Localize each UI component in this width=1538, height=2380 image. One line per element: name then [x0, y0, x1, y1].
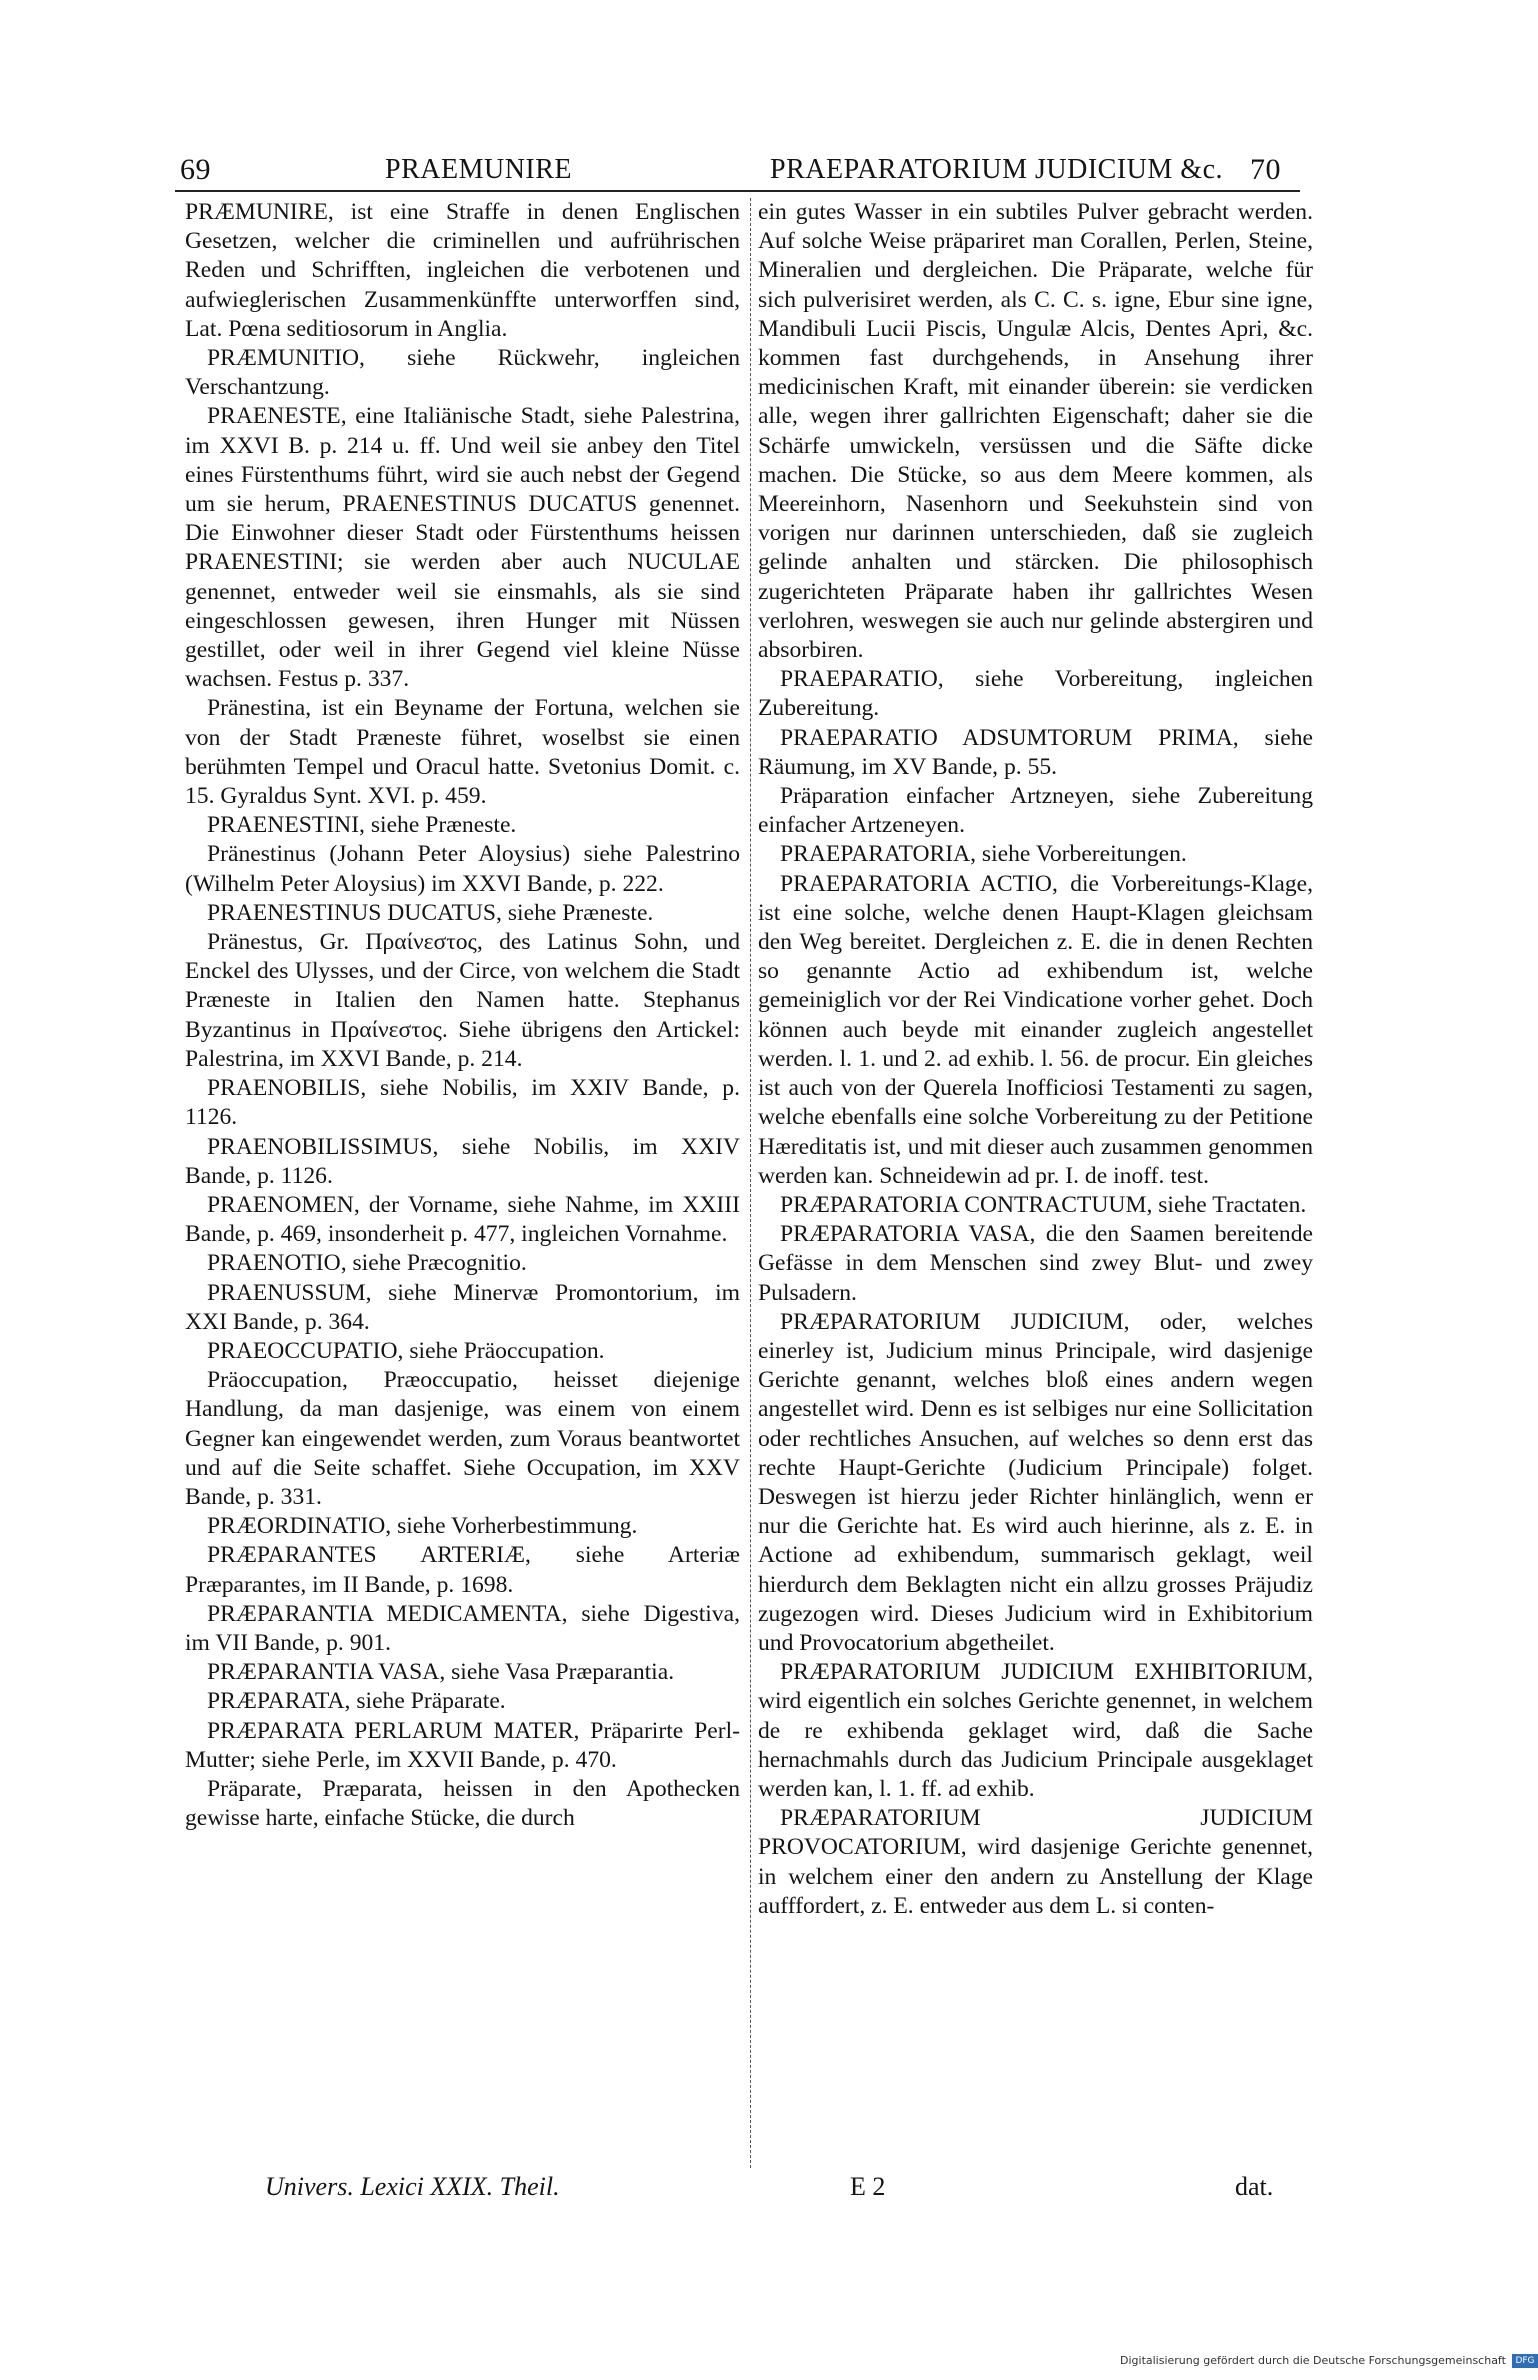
- entry: PRAEPARATIO, siehe Vorbereitung, ingleichen Zubereitung.: [758, 666, 1313, 722]
- entry: PRAENUSSUM, siehe Minervæ Promontorium, im XXI Bande, p. 364.: [185, 1279, 740, 1335]
- entry: PRAEPARATORIA ACTIO, die Vorbereitungs-Klage, ist eine solche, welche denen Haupt-Klagen gleichsam den Weg bereitet. Dergleichen z. E. die in denen Rechten so genannte Actio ad exhibendum ist, welche gemeiniglich vor der Rei Vindicatione vorher gehet. Doch können auch beyde mit einander zugleich angestellet werden. l. 1. und 2. ad exhib. l. 56. de procur. Ein gleiches ist auch von der Querela Inofficiosi Testamenti zu sagen, welche ebenfalls eine solche Vorbereitung zu der Petitione Hæreditatis ist, und mit dieser auch zusammen genommen werden kan. Schneidewin ad pr. I. de inoff. test.: [758, 870, 1313, 1189]
- entry: Präoccupation, Præoccupatio, heisset diejenige Handlung, da man dasjenige, was einem von einem Gegner kan eingewendet werden, zum Voraus beantwortet und auf die Seite schaffet. Siehe Occupation, im XXV Bande, p. 331.: [185, 1367, 740, 1510]
- column-divider: [750, 198, 751, 2168]
- entry: PRÆPARATORIUM JUDICIUM, oder, welches einerley ist, Judicium minus Principale, wird dasjenige Gerichte genannt, welches bloß eines andern wegen angestellet wird. Denn es ist selbiges nur eine Sollicitation oder rechtliches Ansuchen, auf welches so denn erst das rechte Haupt-Gerichte (Judicium Principale) folget. Deswegen ist hierzu jeder Richter hinlänglich, wenn er nur die Gerichte hat. Es wird auch hierinne, als z. E. in Actione ad exhibendum, summarisch geklagt, weil hierdurch dem Beklagten nicht ein allzu grosses Präjudiz zugezogen wird. Dieses Judicium wird in Exhibitorium und Provocatorium abgetheilet.: [758, 1308, 1313, 1656]
- entry: PRÆMUNIRE, ist eine Straffe in denen Englischen Gesetzen, welcher die criminellen und aufrührischen Reden und Schrifften, ingleichen die verbotenen und aufwieglerischen Zusammenkünffte unterworffen sind, Lat. Pœna seditiosorum in Anglia.: [185, 199, 740, 342]
- entry: Präparation einfacher Artzneyen, siehe Zubereitung einfacher Artzeneyen.: [758, 783, 1313, 839]
- left-column: [185, 198, 740, 2178]
- entry: PRÆPARATORIUM JUDICIUM PROVOCATORIUM, wird dasjenige Gerichte genennet, in welchem einer den andern zu Anstellung der Klage aufffordert, z. E. entweder aus dem L. si conten-: [758, 1805, 1313, 1919]
- entry: PRÆPARATA PERLARUM MATER, Präparirte Perl-Mutter; siehe Perle, im XXVII Bande, p. 470.: [185, 1717, 740, 1773]
- entry: PRÆPARATORIUM JUDICIUM EXHIBITORIUM, wird eigentlich ein solches Gerichte genennet, in welchem de re exhibenda geklaget wird, daß die Sache hernachmahls durch das Judicium Principale ausgeklaget werden kan, l. 1. ff. ad exhib.: [758, 1659, 1313, 1802]
- entry: Pränestina, ist ein Beyname der Fortuna, welchen sie von der Stadt Præneste führet, woselbst sie einen berühmten Tempel und Oracul hatte. Svetonius Domit. c. 15. Gyraldus Synt. XVI. p. 459.: [185, 695, 740, 810]
- right-column: [758, 198, 1313, 2178]
- catchword: dat.: [1235, 2172, 1274, 2201]
- left-page-number: 69: [180, 153, 211, 186]
- entry: PRAEOCCUPATIO, siehe Präoccupation.: [207, 1337, 605, 1364]
- entry: PRAENESTINI, siehe Præneste.: [207, 812, 517, 839]
- entry: PRÆPARATORIA CONTRACTUUM, siehe Tractaten.: [780, 1191, 1307, 1218]
- entry: Pränestus, Gr. Πραίνεστος, des Latinus Sohn, und Enckel des Ulysses, und der Circe, von welchem die Stadt Præneste in Italien den Namen hatte. Stephanus Byzantinus in Πραίνεστος. Siehe übrigens den Artickel: Palestrina, im XXVI Bande, p. 214.: [185, 929, 740, 1072]
- right-running-head: PRAEPARATORIUM JUDICIUM &c.: [770, 154, 1224, 185]
- entry: PRAENOTIO, siehe Præcognitio.: [207, 1250, 527, 1277]
- dfg-logo-icon: DFG: [1512, 2354, 1537, 2368]
- entry: PRAENOMEN, der Vorname, siehe Nahme, im XXIII Bande, p. 469, insonderheit p. 477, ingleichen Vornahme.: [185, 1191, 740, 1248]
- entry: PRÆPARATA, siehe Präparate.: [207, 1688, 506, 1715]
- entry: PRAENOBILISSIMUS, siehe Nobilis, im XXIV Bande, p. 1126.: [185, 1133, 740, 1189]
- entry: PRAENESTINUS DUCATUS, siehe Præneste.: [207, 899, 654, 926]
- entry: PRÆPARANTES ARTERIÆ, siehe Arteriæ Præparantes, im II Bande, p. 1698.: [185, 1542, 740, 1598]
- entry: ein gutes Wasser in ein subtiles Pulver gebracht werden. Auf solche Weise präpariret man Corallen, Perlen, Steine, Mineralien und dergleichen. Die Präparate, welche für sich pulverisiret werden, als C. C. s. igne, Ebur sine igne, Mandibuli Lucii Piscis, Ungulæ Alcis, Dentes Apri, &c. kommen fast durchgehends, in Ansehung ihrer medicinischen Kraft, mit einander überein: sie verdicken alle, wegen ihrer gallrichten Eigenschaft; daher sie die Schärfe umwickeln, versüssen und die Säfte dicke machen. Die Stücke, so aus dem Meere kommen, als Meereinhorn, Nasenhorn und Seekuhstein sind von vorigen nur darinnen unterschieden, daß sie zugleich gelinde anhalten und stärcken. Die philosophisch zugerichteten Präparate haben ihr gallrichtes Wesen verlohren, weswegen sie auch nur gelinde abstergiren und absorbiren.: [758, 199, 1313, 664]
- entry: PRÆPARATORIA VASA, die den Saamen bereitende Gefässe in dem Menschen sind zwey Blut- und zwey Pulsadern.: [758, 1221, 1313, 1306]
- signature-mark: E 2: [850, 2172, 886, 2201]
- entry: Pränestinus (Johann Peter Aloysius) siehe Palestrino (Wilhelm Peter Aloysius) im XXVI Bande, p. 222.: [185, 841, 740, 897]
- credit-text: Digitalisierung gefördert durch die Deutsche Forschungsgemeinschaft: [1120, 2354, 1506, 2367]
- entry: PRÆPARANTIA VASA, siehe Vasa Præparantia.: [207, 1659, 675, 1686]
- left-running-head: PRAEMUNIRE: [385, 154, 573, 185]
- entry: PRÆORDINATIO, siehe Vorherbestimmung.: [207, 1513, 638, 1540]
- entry: PRAENOBILIS, siehe Nobilis, im XXIV Bande, p. 1126.: [185, 1075, 740, 1131]
- right-page-number: 70: [1250, 153, 1281, 186]
- entry: PRAEPARATIO ADSUMTORUM PRIMA, siehe Räumung, im XV Bande, p. 55.: [758, 724, 1313, 780]
- entry: Präparate, Præparata, heissen in den Apothecken gewisse harte, einfache Stücke, die durch: [185, 1775, 740, 1832]
- entry: PRÆPARANTIA MEDICAMENTA, siehe Digestiva, im VII Bande, p. 901.: [185, 1600, 740, 1656]
- header-rule: [175, 190, 1300, 192]
- entry: PRÆMUNITIO, siehe Rückwehr, ingleichen Verschantzung.: [185, 345, 740, 401]
- entry: PRAEPARATORIA, siehe Vorbereitungen.: [780, 841, 1187, 868]
- volume-footer: Univers. Lexici XXIX. Theil.: [265, 2172, 560, 2201]
- digitization-credit: [1120, 2350, 1535, 2372]
- entry: PRAENESTE, eine Italiänische Stadt, siehe Palestrina, im XXVI B. p. 214 u. ff. Und weil sie anbey den Titel eines Fürstenthums führt, wird sie auch nebst der Gegend um sie herum, PRAENESTINUS DUCATUS genennet. Die Einwohner dieser Stadt oder Fürstenthums heissen PRAENESTINI; sie werden aber auch NUCULAE genennet, entweder weil sie einsmahls, als sie sind eingeschlossen gewesen, ihren Hunger mit Nüssen gestillet, oder weil in ihrer Gegend viel kleine Nüsse wachsen. Festus p. 337.: [185, 403, 740, 693]
